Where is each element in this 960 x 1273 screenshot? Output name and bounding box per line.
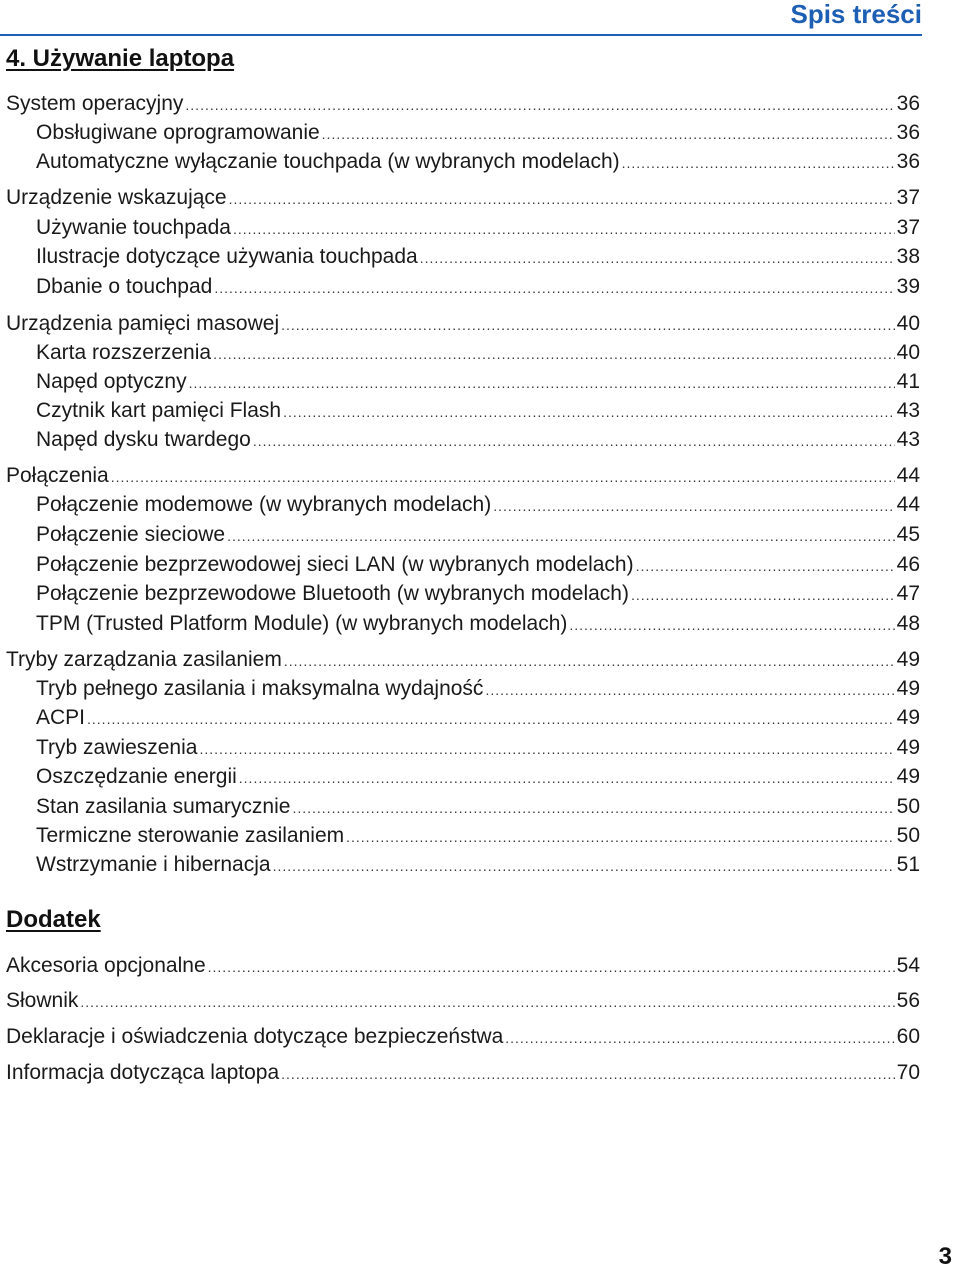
toc-entry-page: 50 <box>896 795 920 818</box>
toc-entry-label: Połączenie bezprzewodowe Bluetooth (w wybranych modelach) <box>36 582 629 605</box>
toc-leader <box>87 705 895 733</box>
appendix-title: Dodatek <box>6 906 101 933</box>
toc-entry-page: 49 <box>896 765 920 788</box>
toc-leader <box>284 647 895 675</box>
toc-leader <box>227 522 895 550</box>
toc-entry-page: 49 <box>896 706 920 729</box>
toc-entry-page: 41 <box>896 370 920 393</box>
toc-entry-page: 49 <box>896 677 920 700</box>
toc-leader <box>292 794 894 822</box>
toc-entry-page: 60 <box>896 1025 920 1048</box>
toc-leader <box>346 823 895 851</box>
toc-entry[interactable] <box>36 675 920 703</box>
toc-leader <box>631 581 895 609</box>
toc-leader <box>281 1060 894 1088</box>
toc-entry[interactable] <box>36 521 920 549</box>
toc-entry-label: Połączenie sieciowe <box>36 523 226 546</box>
toc-entry-page: 40 <box>896 312 920 335</box>
toc-leader <box>636 552 895 580</box>
toc-entry-label: Ilustracje dotyczące używania touchpada <box>36 245 418 268</box>
header-rule <box>0 34 922 36</box>
toc-entry-label: Informacja dotycząca laptopa <box>6 1061 280 1084</box>
toc-leader <box>80 988 894 1016</box>
toc-entry-page: 40 <box>896 341 920 364</box>
toc-entry-label: System operacyjny <box>6 92 184 115</box>
toc-entry-label: Połączenia <box>6 464 109 487</box>
toc-entry-page: 50 <box>896 824 920 847</box>
toc-leader <box>569 611 894 639</box>
toc-entry[interactable] <box>36 551 920 579</box>
toc-entry[interactable] <box>36 793 920 821</box>
toc-entry-label: Wstrzymanie i hibernacja <box>36 853 271 876</box>
toc-entry[interactable] <box>6 310 920 338</box>
toc-leader <box>322 120 895 148</box>
toc-leader <box>485 676 894 704</box>
toc-entry[interactable] <box>36 368 920 396</box>
toc-leader <box>229 185 895 213</box>
toc-entry[interactable] <box>6 1023 920 1051</box>
toc-leader <box>505 1024 894 1052</box>
header-title: Spis treści <box>790 0 922 29</box>
toc-entry-label: Obsługiwane oprogramowanie <box>36 121 320 144</box>
toc-entry-page: 43 <box>896 428 920 451</box>
toc-entry-label: Tryby zarządzania zasilaniem <box>6 648 282 671</box>
toc-entry-label: TPM (Trusted Platform Module) (w wybranych modelach) <box>36 612 568 635</box>
toc-leader <box>273 852 895 880</box>
toc-leader <box>213 340 895 368</box>
toc-entry-page: 36 <box>896 121 920 144</box>
toc-entry[interactable] <box>36 339 920 367</box>
chapter-title: 4. Używanie laptopa <box>6 45 235 72</box>
toc-entry[interactable] <box>36 610 920 638</box>
toc-leader <box>111 463 895 491</box>
toc-entry-page: 56 <box>896 989 920 1012</box>
toc-entry-page: 36 <box>896 92 920 115</box>
toc-entry-label: Deklaracje i oświadczenia dotyczące bezpieczeństwa <box>6 1025 504 1048</box>
toc-entry-label: Połączenie bezprzewodowej sieci LAN (w wybranych modelach) <box>36 553 634 576</box>
toc-entry-label: Akcesoria opcjonalne <box>6 954 206 977</box>
toc-entry[interactable] <box>6 646 920 674</box>
toc-entry-label: Tryb zawieszenia <box>36 736 198 759</box>
toc-entry[interactable] <box>36 491 920 519</box>
toc-entry[interactable] <box>36 734 920 762</box>
toc-entry-label: Napęd optyczny <box>36 370 187 393</box>
toc-entry-page: 45 <box>896 523 920 546</box>
toc-leader <box>189 369 895 397</box>
toc-entry-page: 37 <box>896 216 920 239</box>
toc-entry[interactable] <box>6 952 920 980</box>
toc-entry[interactable] <box>36 214 920 242</box>
toc-leader <box>208 953 895 981</box>
toc-leader <box>281 311 895 339</box>
toc-entry-label: Urządzenie wskazujące <box>6 186 227 209</box>
toc-entry-label: Karta rozszerzenia <box>36 341 212 364</box>
toc-entry-label: Stan zasilania sumarycznie <box>36 795 291 818</box>
toc-entry-page: 49 <box>896 736 920 759</box>
toc-entry[interactable] <box>6 184 920 212</box>
page-number: 3 <box>938 1243 952 1270</box>
toc-leader <box>420 244 895 272</box>
toc-entry-page: 54 <box>896 954 920 977</box>
toc-entry[interactable] <box>36 763 920 791</box>
toc-entry-label: Termiczne sterowanie zasilaniem <box>36 824 345 847</box>
toc-leader <box>283 398 895 426</box>
toc-entry-page: 43 <box>896 399 920 422</box>
toc-entry-page: 47 <box>896 582 920 605</box>
toc-entry[interactable] <box>36 397 920 425</box>
toc-entry[interactable] <box>36 243 920 271</box>
toc-entry-page: 39 <box>896 275 920 298</box>
toc-entry[interactable] <box>36 148 920 176</box>
toc-entry[interactable] <box>6 1059 920 1087</box>
toc-leader <box>493 492 894 520</box>
toc-entry[interactable] <box>6 462 920 490</box>
toc-entry[interactable] <box>6 90 920 118</box>
toc-entry-page: 51 <box>896 853 920 876</box>
toc-entry[interactable] <box>36 580 920 608</box>
toc-entry-label: Słownik <box>6 989 79 1012</box>
toc-entry-label: Używanie touchpada <box>36 216 231 239</box>
toc-leader <box>214 274 894 302</box>
toc-entry-page: 44 <box>896 493 920 516</box>
toc-entry-page: 70 <box>896 1061 920 1084</box>
toc-leader <box>233 215 895 243</box>
toc-leader <box>253 427 895 455</box>
toc-leader <box>185 91 894 119</box>
toc-entry-label: Czytnik kart pamięci Flash <box>36 399 282 422</box>
toc-entry-label: Połączenie modemowe (w wybranych modelach) <box>36 493 492 516</box>
toc-entry[interactable] <box>36 822 920 850</box>
toc-entry-label: ACPI <box>36 706 86 729</box>
toc-entry[interactable] <box>6 987 920 1015</box>
toc-entry-page: 38 <box>896 245 920 268</box>
toc-entry-label: Dbanie o touchpad <box>36 275 213 298</box>
toc-entry-page: 49 <box>896 648 920 671</box>
toc-entry-page: 44 <box>896 464 920 487</box>
toc-entry-page: 36 <box>896 150 920 173</box>
toc-entry[interactable] <box>36 119 920 147</box>
toc-leader <box>622 149 895 177</box>
toc-entry[interactable] <box>36 704 920 732</box>
toc-entry-label: Napęd dysku twardego <box>36 428 251 451</box>
toc-entry-label: Tryb pełnego zasilania i maksymalna wydajność <box>36 677 484 700</box>
toc-entry-page: 37 <box>896 186 920 209</box>
toc-entry-page: 48 <box>896 612 920 635</box>
toc-leader <box>199 735 894 763</box>
toc-entry-label: Automatyczne wyłączanie touchpada (w wybranych modelach) <box>36 150 620 173</box>
toc-entry-label: Oszczędzanie energii <box>36 765 237 788</box>
toc-entry[interactable] <box>36 851 920 879</box>
toc-entry[interactable] <box>36 426 920 454</box>
toc-entry-label: Urządzenia pamięci masowej <box>6 312 280 335</box>
toc-entry[interactable] <box>36 273 920 301</box>
toc-leader <box>239 764 895 792</box>
toc-entry-page: 46 <box>896 553 920 576</box>
